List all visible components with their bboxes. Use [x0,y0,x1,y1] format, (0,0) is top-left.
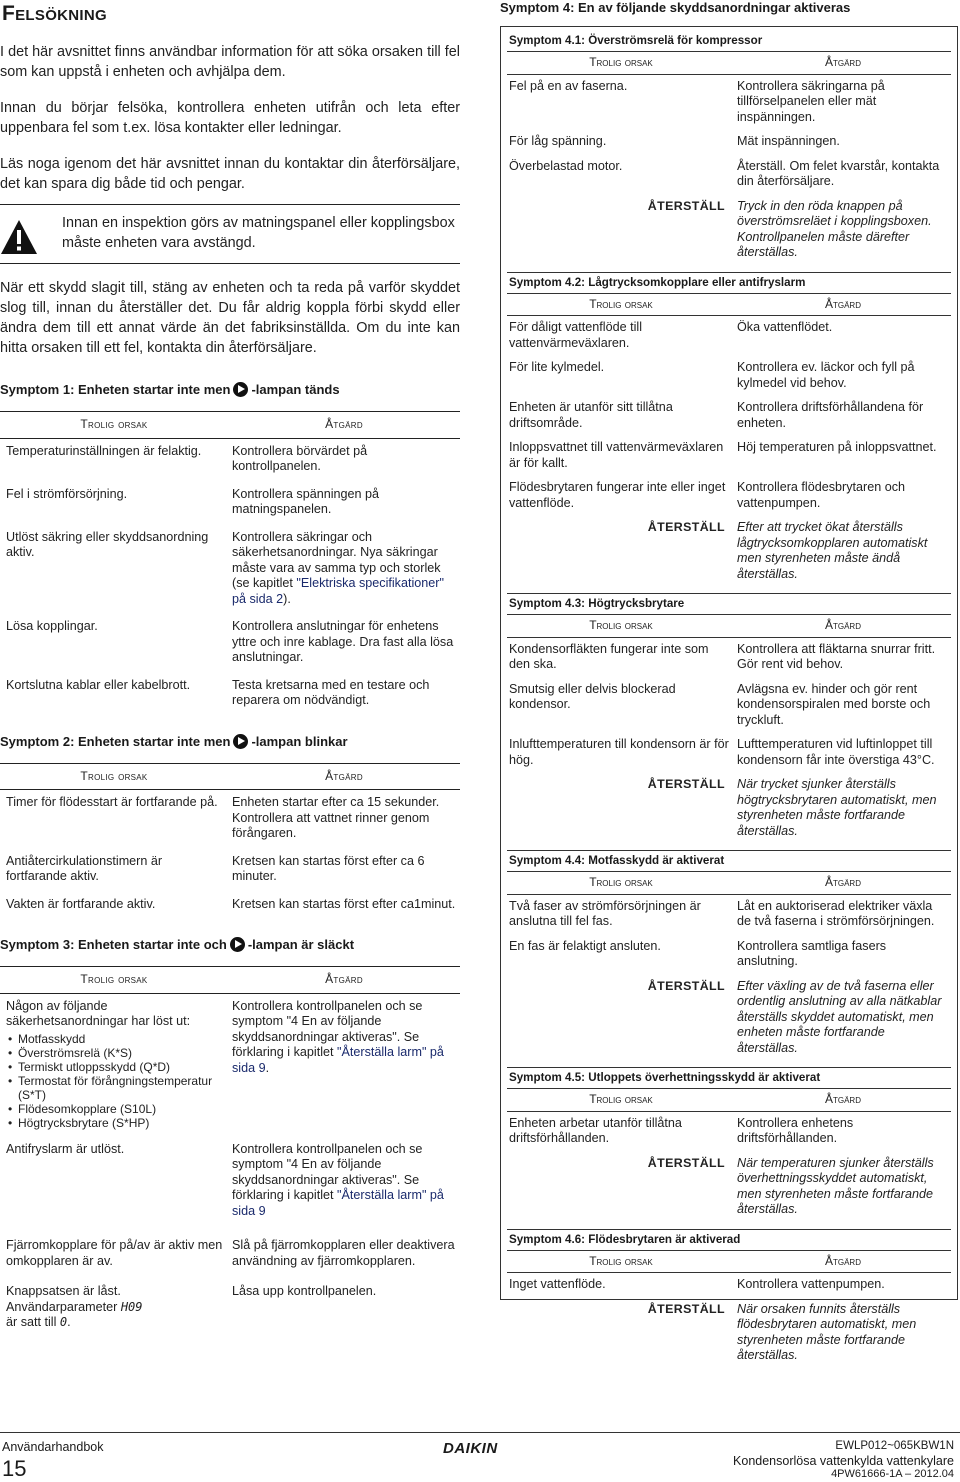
action-cell: Kretsen kan startas först efter ca 6 minuter. [232,853,425,883]
cause-cell: Kondensorfläkten fungerar inte som den ska. [509,641,709,671]
left-column [0,42,460,1338]
cause-cell: För dåligt vattenflöde till vattenvärmeväxlaren. [509,320,643,350]
cause-cell: Antiåtercirkulationstimern är fortfarande aktiv. [6,853,163,883]
action-cell: Mät inspänningen. [737,134,840,148]
action-cell: Kontrollera anslutningar för enhetens yttre och inre kablage. Dra fast alla lösa anslutningar. [232,619,454,664]
col-action-header: Åtgärd [735,52,951,75]
col-action-header: Åtgärd [735,1250,951,1273]
action-cell: Enheten startar efter ca 15 sekunder. Kontrollera att vattnet rinner genom förångaren. [232,795,440,840]
reset-row [507,1152,951,1223]
reset-row [507,975,951,1062]
table-row [507,935,951,975]
symptom-2-heading [0,734,460,749]
reset-label: ÅTERSTÄLL [647,978,725,993]
divider [507,1067,951,1068]
action-cell [228,1137,460,1234]
reset-label: ÅTERSTÄLL [647,1155,725,1170]
footer-product: Kondensorlösa vattenkylda vattenkylare [733,1454,954,1468]
reset-label: ÅTERSTÄLL [647,198,725,213]
cause-cell: Timer för flödesstart är fortfarande på. [6,795,218,809]
col-cause-header: Trolig orsak [0,412,228,439]
symptom-2-heading-text: Symptom 2: Enheten startar inte men [0,733,231,749]
action-text: Kontrollera säkringar och säkerhetsanordningar. Nya säkringar måste vara av samma typ och storlek (se kapitlet [232,529,441,590]
cause-cell: Utlöst säkring eller skyddsanordning aktiv. [6,529,209,559]
reset-label: ÅTERSTÄLL [647,520,725,534]
cause-cell: Smutsig eller delvis blockerad kondensor. [509,681,676,711]
reset-label: ÅTERSTÄLL [647,1301,725,1316]
symptom-4-2-heading: Symptom 4.2: Lågtrycksomkopplare eller antifryslarm [509,275,806,289]
play-icon [233,734,248,749]
play-icon [233,382,248,397]
reset-description: Efter att trycket ökat återställs lågtrycksomkopplaren automatiskt men styrenheten måste ändå återställas. [737,520,928,581]
play-icon [230,937,245,952]
col-action-header: Åtgärd [735,1089,951,1112]
symptom-1-heading-text: Symptom 1: Enheten startar inte men [0,382,231,397]
cause-cell: Fjärromkopplare för på/av är aktiv men omkopplaren är av. [6,1238,223,1268]
symptom-4-1-heading: Symptom 4.1: Överströmsrelä för kompressor [509,34,763,47]
symptom-2-table [0,763,460,920]
table-row [0,673,460,716]
cause-cell: Temperaturinställningen är felaktig. [6,443,202,458]
table-row [507,678,951,734]
specs-link[interactable]: "Elektriska specifikationer" på sida 2 [232,576,444,606]
list-item: • Flödesomkopplare (S10L) [6,1102,224,1116]
col-cause-header: Trolig orsak [0,967,228,994]
table-row [507,894,951,935]
intro-paragraph-1: I det här avsnittet finns användbar information för att söka orsaken till fel som kan uppstå i enheten och avhjälpa dem. [0,44,460,80]
list-item: • Termostat för förångningstemperatur (S*T) [6,1074,224,1102]
table-row [507,396,951,436]
action-cell [228,525,460,615]
footer-divider [0,1432,960,1433]
action-cell: Låsa upp kontrollpanelen. [232,1284,377,1298]
action-cell [228,993,460,1137]
col-action-header: Åtgärd [735,872,951,895]
reset-description: Tryck in den röda knappen på överströmsreläet i kopplingsboxen. Kontrollpanelen måste därefter återställas. [737,198,932,259]
cause-cell: Fel på en av faserna. [509,78,628,93]
cause-cell: Två faser av strömförsörjningen är anslutna till fel fas. [509,898,701,928]
table-row [507,356,951,396]
list-item: • Högtrycksbrytare (S*HP) [6,1116,224,1130]
table-row [507,733,951,773]
cause-cell: Inloppsvattnet till vattenvärmeväxlaren är för kallt. [509,440,724,470]
action-cell: Lufttemperaturen vid luftinloppet till kondensorn får inte överstiga 43°C. [737,737,935,767]
footer-doc-number: 4PW61666-1A – 2012.04 [831,1468,954,1480]
divider [507,850,951,851]
action-text-end: ). [283,591,291,606]
symptom-3-heading-suffix: -lampan är släckt [247,937,355,952]
table-row [0,438,460,482]
cause-cell: Antifryslarm är utlöst. [6,1141,125,1156]
list-item: • Överströmsrelä (K*S) [6,1046,224,1060]
table-row [507,637,951,678]
action-cell: Kontrollera samtliga fasers anslutning. [737,938,887,968]
action-cell: Höj temperaturen på inloppsvattnet. [737,440,937,454]
table-row [0,993,460,1137]
cause-cell: För lite kylmedel. [509,360,605,374]
footer-manual-name: Användarhandbok [2,1440,104,1454]
reset-description: När orsaken funnits återställs flödesbrytaren automatiskt, men styrenheten måste fortfarande återställas. [737,1301,917,1362]
parameter-value: 0 [59,1315,68,1329]
col-cause-header: Trolig orsak [507,872,735,895]
action-cell: Avlägsna ev. hinder och gör rent kondensorspiralen med borste och tryckluft. [737,681,931,727]
symptom-4-6-table [507,1250,951,1369]
cause-cell: Fel i strömförsörjning. [6,486,128,501]
cause-cell: För låg spänning. [509,134,607,148]
cause-cell: En fas är felaktigt ansluten. [509,938,661,953]
action-cell: Kontrollera vattenpumpen. [737,1277,885,1291]
table-row [0,849,460,892]
action-text: Kontrollera kontrollpanelen och se symptom "4 En av följande skyddsanordningar aktiveras". Se förklaring i kapitlet [232,998,423,1059]
symptom-4-box [500,26,958,1362]
table-row [0,614,460,673]
symptom-3-heading-text: Symptom 3: Enheten startar inte och [0,937,227,952]
cause-text: Någon av följande säkerhetsanordningar har löst ut: [6,998,191,1028]
col-cause-header: Trolig orsak [0,763,228,790]
symptom-3-table [0,966,460,1338]
symptom-4-4-table [507,871,951,1061]
col-cause-header: Trolig orsak [507,1089,735,1112]
reset-label: ÅTERSTÄLL [647,777,725,791]
warning-triangle-icon [0,219,38,255]
cause-cell: Inget vattenflöde. [509,1277,606,1291]
table-row [507,1111,951,1152]
symptom-4-1-table [507,51,951,266]
cause-text: Knappsatsen är låst. Användarparameter [6,1284,121,1314]
table-row [507,130,951,155]
cause-cell: Inlufttemperaturen till kondensorn är för hög. [509,737,729,767]
action-cell: Låt en auktoriserad elektriker växla de två faserna i strömförsörjningen. [737,898,935,928]
parameter-code: H09 [120,1299,143,1314]
brand-logo: DAIKIN [443,1440,498,1457]
symptom-4-4-heading: Symptom 4.4: Motfasskydd är aktiverat [509,854,725,867]
action-cell: Kretsen kan startas först efter ca1minut. [232,896,456,911]
action-cell: Kontrollera spänningen på matningspanelen. [232,486,380,516]
table-row [507,1273,951,1298]
list-item: • Termiskt utloppsskydd (Q*D) [6,1060,224,1074]
table-row [507,316,951,357]
action-text-end: . [265,1060,270,1075]
symptom-1-heading-suffix: -lampan tänds [251,382,340,397]
cause-cell: Vakten är fortfarande aktiv. [6,896,156,911]
table-row [507,155,951,195]
safety-device-list [6,1032,224,1130]
cause-cell: Kortslutna kablar eller kabelbrott. [6,677,191,692]
reset-row [507,1298,951,1369]
col-action-header: Åtgärd [228,412,460,439]
symptom-4-5-heading: Symptom 4.5: Utloppets överhettningsskydd är aktiverat [509,1071,821,1084]
action-text: Kontrollera kontrollpanelen och se symptom "4 En av följande skyddsanordningar aktiveras". Se förklaring i kapitlet [232,1141,423,1202]
action-cell: Slå på fjärromkopplaren eller deaktivera användning av fjärromkopplaren. [232,1238,455,1268]
divider [507,593,951,594]
divider [507,1229,951,1230]
list-item: • Motfasskydd [6,1032,224,1046]
symptom-4-3-heading: Symptom 4.3: Högtrycksbrytare [509,597,685,610]
table-row [0,1233,460,1279]
symptom-3-heading [0,937,460,952]
table-row [0,482,460,525]
cause-cell: Lösa kopplingar. [6,619,98,633]
table-row [0,892,460,920]
cause-text-end: . [67,1315,71,1329]
intro-paragraph-3: Läs noga igenom det här avsnittet innan du kontaktar din återförsäljare, det kan spara dig både tid och pengar. [0,156,460,192]
cause-cell [0,993,228,1137]
symptom-4-title: Symptom 4: En av följande skyddsanordningar aktiveras [500,0,851,15]
action-cell: Kontrollera att fläktarna snurrar fritt. Gör rent vid behov. [737,641,936,671]
col-action-header: Åtgärd [228,967,460,994]
reset-alarm-link[interactable]: "Återställa larm" på sida 9 [232,1188,444,1218]
symptom-1-table [0,411,460,716]
col-cause-header: Trolig orsak [507,293,735,316]
reset-row [507,195,951,266]
table-row [0,525,460,615]
symptom-1-heading [0,382,460,397]
warning-box [0,204,460,264]
warning-text: Innan en inspektion görs av matningspanel eller kopplingsbox måste enheten vara avstängd. [62,215,455,251]
table-row [0,1279,460,1338]
table-row [507,436,951,476]
reset-description: När trycket sjunker återställs högtrycksbrytaren automatiskt, men styrenheten måste fortfarande återställas. [737,777,937,838]
action-cell: Kontrollera börvärdet på kontrollpanelen. [232,443,368,473]
reset-alarm-link[interactable]: "Återställa larm" på sida 9 [232,1045,444,1075]
symptom-4-3-table [507,614,951,844]
cause-cell: Flödesbrytaren fungerar inte eller inget vattenflöde. [509,480,726,510]
action-cell: Testa kretsarna med en testare och reparera om nödvändigt. [232,677,430,707]
table-row [0,1137,460,1234]
reset-row [507,773,951,844]
reset-description: När temperaturen sjunker återställs överhettningsskyddet automatiskt, men styrenheten måste fortfarande återställas. [737,1155,934,1216]
action-cell: Kontrollera driftsförhållandena för enheten. [737,400,924,430]
cause-cell [0,1279,228,1338]
cause-cell: Enheten är utanför sitt tillåtna driftsområde. [509,400,673,430]
symptom-4-6-heading: Symptom 4.6: Flödesbrytaren är aktiverad [509,1232,741,1246]
intro-paragraph-2: Innan du börjar felsöka, kontrollera enheten utifrån och leta efter uppenbara fel som t.ex. lösa kontakter eller ledningar. [0,100,460,136]
reset-description: Efter växling av de två faserna eller ordentlig anslutning av alla nätkablar återställs skyddet automatiskt, men enheten måste fortfarande återställas. [737,978,942,1055]
col-cause-header: Trolig orsak [507,1250,735,1273]
table-row [0,790,460,849]
cause-text: är satt till [6,1315,57,1329]
reset-row [507,516,951,587]
table-row [507,476,951,516]
page-title: Felsökning [2,2,107,25]
col-action-header: Åtgärd [735,293,951,316]
page-number: 15 [2,1456,27,1481]
intro-paragraph-4: När ett skydd slagit till, stäng av enheten och ta reda på varför skyddet slog till, innan du återställer det. Du får aldrig koppla förbi skydd eller ändra dem till ett annat värde än det fabriksinställda. Om du inte kan hitta orsaken till ett fel, kontakta din återförsäljare. [0,280,460,356]
action-cell: Öka vattenflödet. [737,320,833,334]
col-action-header: Åtgärd [228,763,460,790]
action-cell: Kontrollera enhetens driftsförhållanden. [737,1115,854,1145]
cause-cell: Överbelastad motor. [509,158,623,173]
action-cell: Kontrollera flödesbrytaren och vattenpumpen. [737,480,906,510]
col-cause-header: Trolig orsak [507,52,735,75]
divider [507,272,951,273]
symptom-2-heading-suffix: -lampan blinkar [251,733,348,749]
col-cause-header: Trolig orsak [507,615,735,638]
symptom-4-5-table [507,1088,951,1223]
col-action-header: Åtgärd [735,615,951,638]
cause-cell: Enheten arbetar utanför tillåtna driftsförhållanden. [509,1115,682,1145]
action-cell: Kontrollera ev. läckor och fyll på kylmedel vid behov. [737,360,915,390]
footer-model: EWLP012~065KBW1N [835,1440,954,1452]
symptom-4-2-table [507,293,951,588]
action-cell: Återställ. Om felet kvarstår, kontakta din återförsäljare. [737,158,940,188]
table-row [507,74,951,130]
action-cell: Kontrollera säkringarna på tillförselpanelen eller mät inspänningen. [737,78,885,124]
